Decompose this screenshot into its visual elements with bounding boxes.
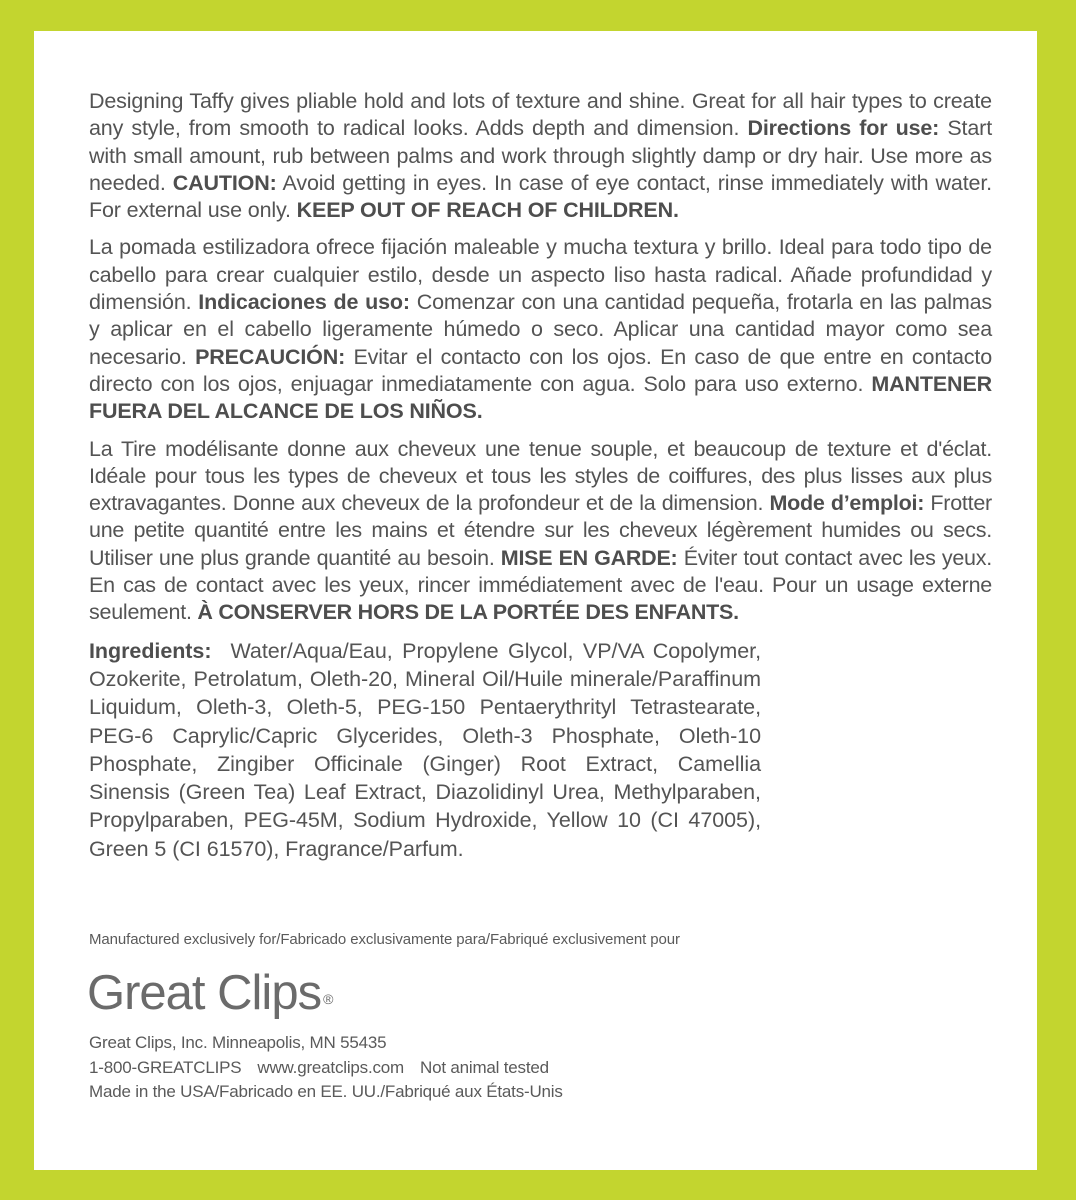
spanish-paragraph — [89, 234, 992, 425]
spanish-caution-label: PRECAUCIÓN: — [195, 344, 346, 369]
english-caution: Avoid getting in eyes. In case of eye contact, rinse immediately with water. For external use only. — [89, 170, 992, 223]
french-directions-label: Mode d’emploi: — [769, 491, 925, 516]
registered-mark: ® — [323, 991, 334, 1007]
french-intro: La Tire modélisante donne aux cheveux une tenue souple, et beaucoup de texture et d'éclat. Idéale pour tous les types de cheveux et tous les styles de coiffures, des plus lisses aux plus extravagantes. Donne aux cheveux de la profondeur et de la dimension. — [89, 436, 992, 516]
great-clips-logo — [87, 965, 333, 1021]
ingredients-label: Ingredients: — [89, 638, 212, 663]
brand-name: Great Clips — [87, 966, 322, 1020]
animal-test-note: Not animal tested — [420, 1057, 549, 1077]
english-warning: KEEP OUT OF REACH OF CHILDREN. — [296, 198, 679, 223]
spanish-warning: MANTENER FUERA DEL ALCANCE DE LOS NIÑOS. — [89, 371, 993, 424]
label-panel — [34, 31, 1037, 1170]
french-caution: Éviter tout contact avec les yeux. En cas de contact avec les yeux, rincer immédiatement avec de l'eau. Pour un usage externe seulement. — [89, 545, 992, 625]
website: www.greatclips.com — [257, 1057, 404, 1077]
english-caution-label: CAUTION: — [172, 170, 277, 195]
made-in: Made in the USA/Fabricado en EE. UU./Fabriqué aux États-Unis — [89, 1082, 563, 1101]
spanish-caution: Evitar el contacto con los ojos. En caso de que entre en contacto directo con los ojos, enjuagar inmediatamente con agua. Solo para uso externo. — [89, 344, 992, 396]
english-directions-label: Directions for use: — [747, 116, 940, 141]
english-paragraph — [89, 88, 992, 224]
contact-line — [89, 1056, 563, 1081]
label-content — [89, 88, 992, 863]
english-intro: Designing Taffy gives pliable hold and lots of texture and shine. Great for all hair types to create any style, from smooth to radical looks. Adds depth and dimension. — [89, 89, 992, 141]
english-directions: Start with small amount, rub between palms and work through slightly damp or dry hair. Use more as needed. — [89, 116, 993, 195]
french-directions: Frotter une petite quantité entre les mains et étendre sur les cheveux légèrement humides ou secs. Utiliser une plus grande quantité au besoin. — [89, 491, 992, 570]
spanish-intro: La pomada estilizadora ofrece fijación maleable y mucha textura y brillo. Ideal para todo tipo de cabello para crear cualquier estilo, desde un aspecto liso hasta radical. Añade profundidad y dimensión. — [89, 235, 992, 315]
ingredients-paragraph — [89, 637, 761, 863]
french-warning: À CONSERVER HORS DE LA PORTÉE DES ENFANTS. — [197, 600, 739, 625]
spanish-directions: Comenzar con una cantidad pequeña, frotarla en las palmas y aplicar en el cabello ligeramente húmedo o seco. Aplicar una cantidad mayor como sea necesario. — [89, 290, 992, 369]
company-info — [89, 1031, 563, 1105]
phone-number: 1-800-GREATCLIPS — [89, 1057, 242, 1077]
ingredients-list: Water/Aqua/Eau, Propylene Glycol, VP/VA Copolymer, Ozokerite, Petrolatum, Oleth-20, Mineral Oil/Huile minerale/Paraffinum Liquidum, Oleth-3, Oleth-5, PEG-150 Pentaerythrityl Tetrastearate, PEG-6 Caprylic/Capric Glycerides, Oleth-3 Phosphate, Oleth-10 Phosphate, Zingiber Officinale (Ginger) Root Extract, Camellia Sinensis (Green Tea) Leaf Extract, Diazolidinyl Urea, Methylparaben, Propylparaben, PEG-45M, Sodium Hydroxide, Yellow 10 (CI 47005), Green 5 (CI 61570), Fragrance/Parfum. — [89, 638, 761, 861]
french-caution-label: MISE EN GARDE: — [500, 545, 678, 570]
french-paragraph — [89, 436, 992, 627]
company-address: Great Clips, Inc. Minneapolis, MN 55435 — [89, 1033, 387, 1052]
spanish-directions-label: Indicaciones de uso: — [198, 290, 410, 315]
manufactured-for: Manufactured exclusively for/Fabricado exclusivamente para/Fabriqué exclusivement pour — [89, 931, 680, 948]
